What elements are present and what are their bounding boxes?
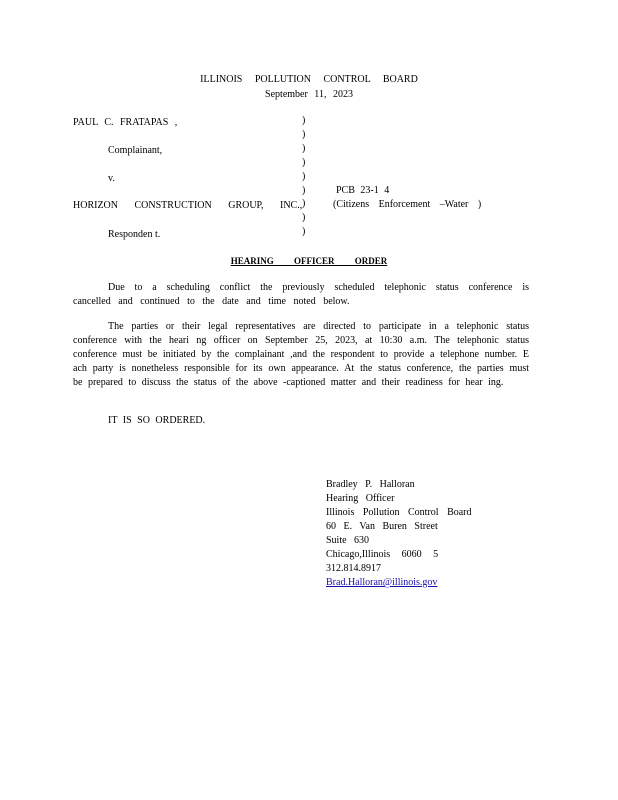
paren: )	[302, 128, 306, 140]
closing-statement: IT IS SO ORDERED.	[108, 415, 206, 426]
paren: )	[302, 198, 306, 210]
versus-label: v.	[108, 173, 115, 184]
complainant-name: PAUL C. FRATAPAS ,	[73, 117, 178, 128]
signature-phone: 312.814.8917	[326, 563, 381, 574]
document-title: ILLINOIS POLLUTION CONTROL BOARD	[200, 74, 418, 85]
paren: )	[302, 212, 306, 224]
document-date: September 11, 2023	[265, 89, 353, 100]
complainant-role: Complainant,	[108, 145, 163, 156]
signature-email-link[interactable]: Brad.Halloran@illinois.gov	[326, 577, 438, 588]
case-number: PCB 23-1 4	[336, 185, 390, 196]
signature-street: 60 E. Van Buren Street	[326, 521, 438, 532]
paren: )	[302, 170, 306, 182]
signature-suite: Suite 630	[326, 535, 370, 546]
paren: )	[302, 115, 306, 126]
signature-title: Hearing Officer	[326, 493, 395, 504]
paragraph-2: The parties or their legal representatives are directed to participate in a telephonic status conference with the heari ng officer on September 25, 2023, at 10:30 a.m. The telephonic status conference must be initiated by the complainant ,and the respondent to provide a telephone number. E ach party is nonetheless responsible for its own appearance. At the status conference, the parties must be prepared to discuss the status of the above -captioned matter and their readiness for hear ing.	[73, 321, 529, 388]
signature-name: Bradley P. Halloran	[326, 479, 415, 490]
case-type: (Citizens Enforcement –Water )	[333, 199, 482, 210]
respondent-role: Responden t.	[108, 229, 161, 240]
respondent-name: HORIZON CONSTRUCTION GROUP, INC.,	[73, 200, 303, 211]
paragraph-1: Due to a scheduling conflict the previously scheduled telephonic status conference is cancelled and continued to the date and time noted below.	[73, 282, 529, 307]
paren: )	[302, 184, 306, 196]
caption-parentheses	[302, 114, 305, 239]
order-heading: HEARING OFFICER ORDER	[230, 256, 388, 266]
signature-org: Illinois Pollution Control Board	[326, 507, 472, 518]
paren: )	[302, 156, 306, 168]
paren: )	[302, 142, 306, 154]
signature-city: Chicago,Illinois 6060 5	[326, 549, 439, 560]
paren: )	[302, 226, 306, 238]
